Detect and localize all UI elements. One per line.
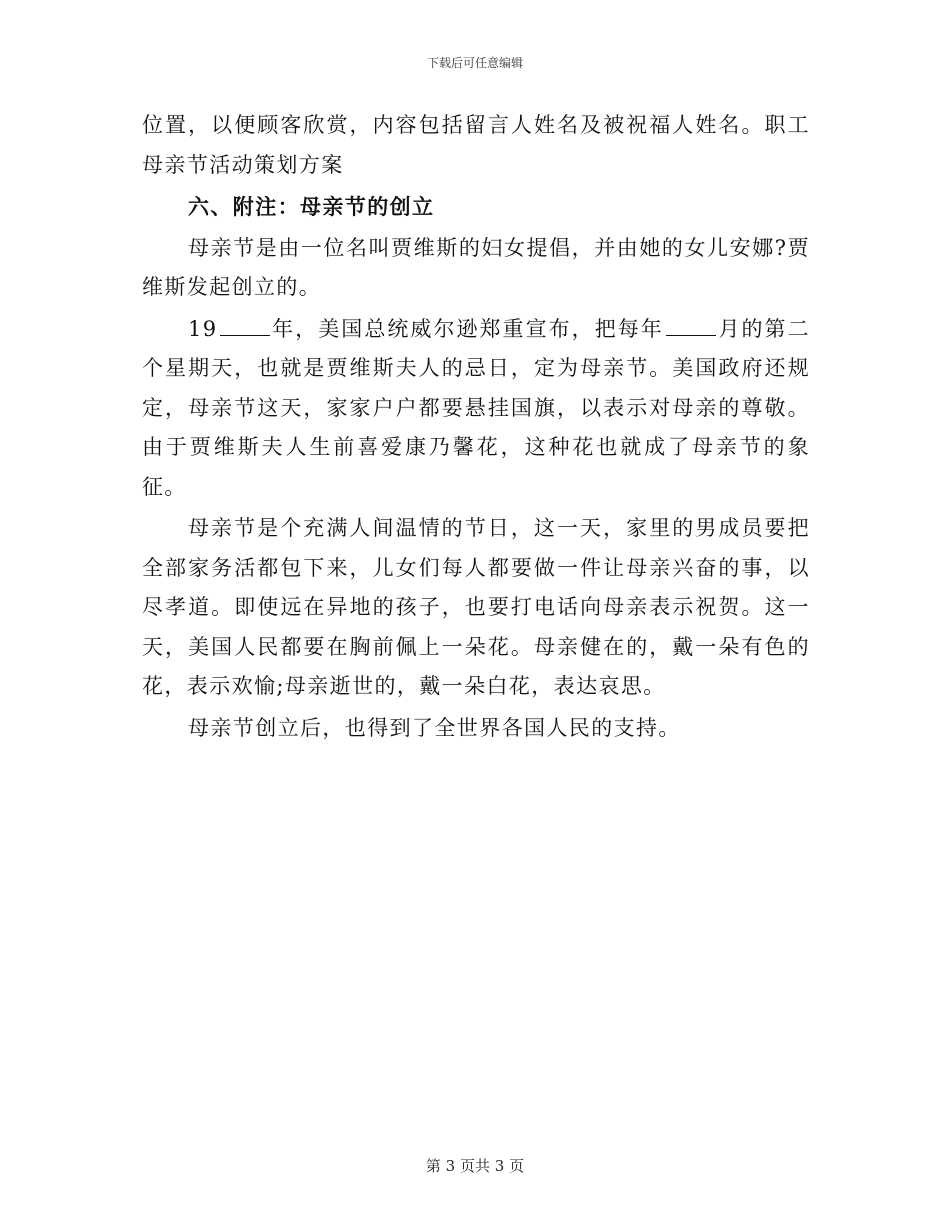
page-footer: 第 3 页共 3 页: [425, 1157, 525, 1175]
paragraph-worldwide: 母亲节创立后，也得到了全世界各国人民的支持。: [188, 715, 681, 740]
paragraph-history: [142, 310, 810, 508]
page-header: 下载后可任意编辑: [426, 56, 523, 70]
month-blank: [666, 311, 716, 336]
paragraph-customs: 母亲节是个充满人间温情的节日，这一天，家里的男成员要把全部家务活都包下来，儿女们每人都要做一件让母亲兴奋的事，以尽孝道。即使远在异地的孩子，也要打电话向母亲表示祝贺。这一天，美国人民都要在胸前佩上一朵花。母亲健在的，戴一朵有色的花，表示欢愉;母亲逝世的，戴一朵白花，表达哀思。: [142, 516, 810, 698]
year-prefix: 19: [188, 316, 218, 341]
section-heading: 六、附注：母亲节的创立: [188, 194, 435, 219]
paragraph-origin: 母亲节是由一位名叫贾维斯的妇女提倡，并由她的女儿安娜?贾维斯发起创立的。: [142, 235, 810, 299]
document-body: [142, 106, 810, 750]
history-text-2: 月的第二个星期天，也就是贾维斯夫人的忌日，定为母亲节。美国政府还规定，母亲节这天，家家户户都要悬挂国旗，以表示对母亲的尊敬。由于贾维斯夫人生前喜爱康乃馨花，这种花也就成了母亲节的象征。: [142, 316, 810, 499]
paragraph-continuation: 位置，以便顾客欣赏，内容包括留言人姓名及被祝福人姓名。职工母亲节活动策划方案: [142, 113, 810, 177]
year-blank: [220, 311, 270, 336]
history-text-1: 年，美国总统威尔逊郑重宣布，把每年: [271, 316, 664, 341]
